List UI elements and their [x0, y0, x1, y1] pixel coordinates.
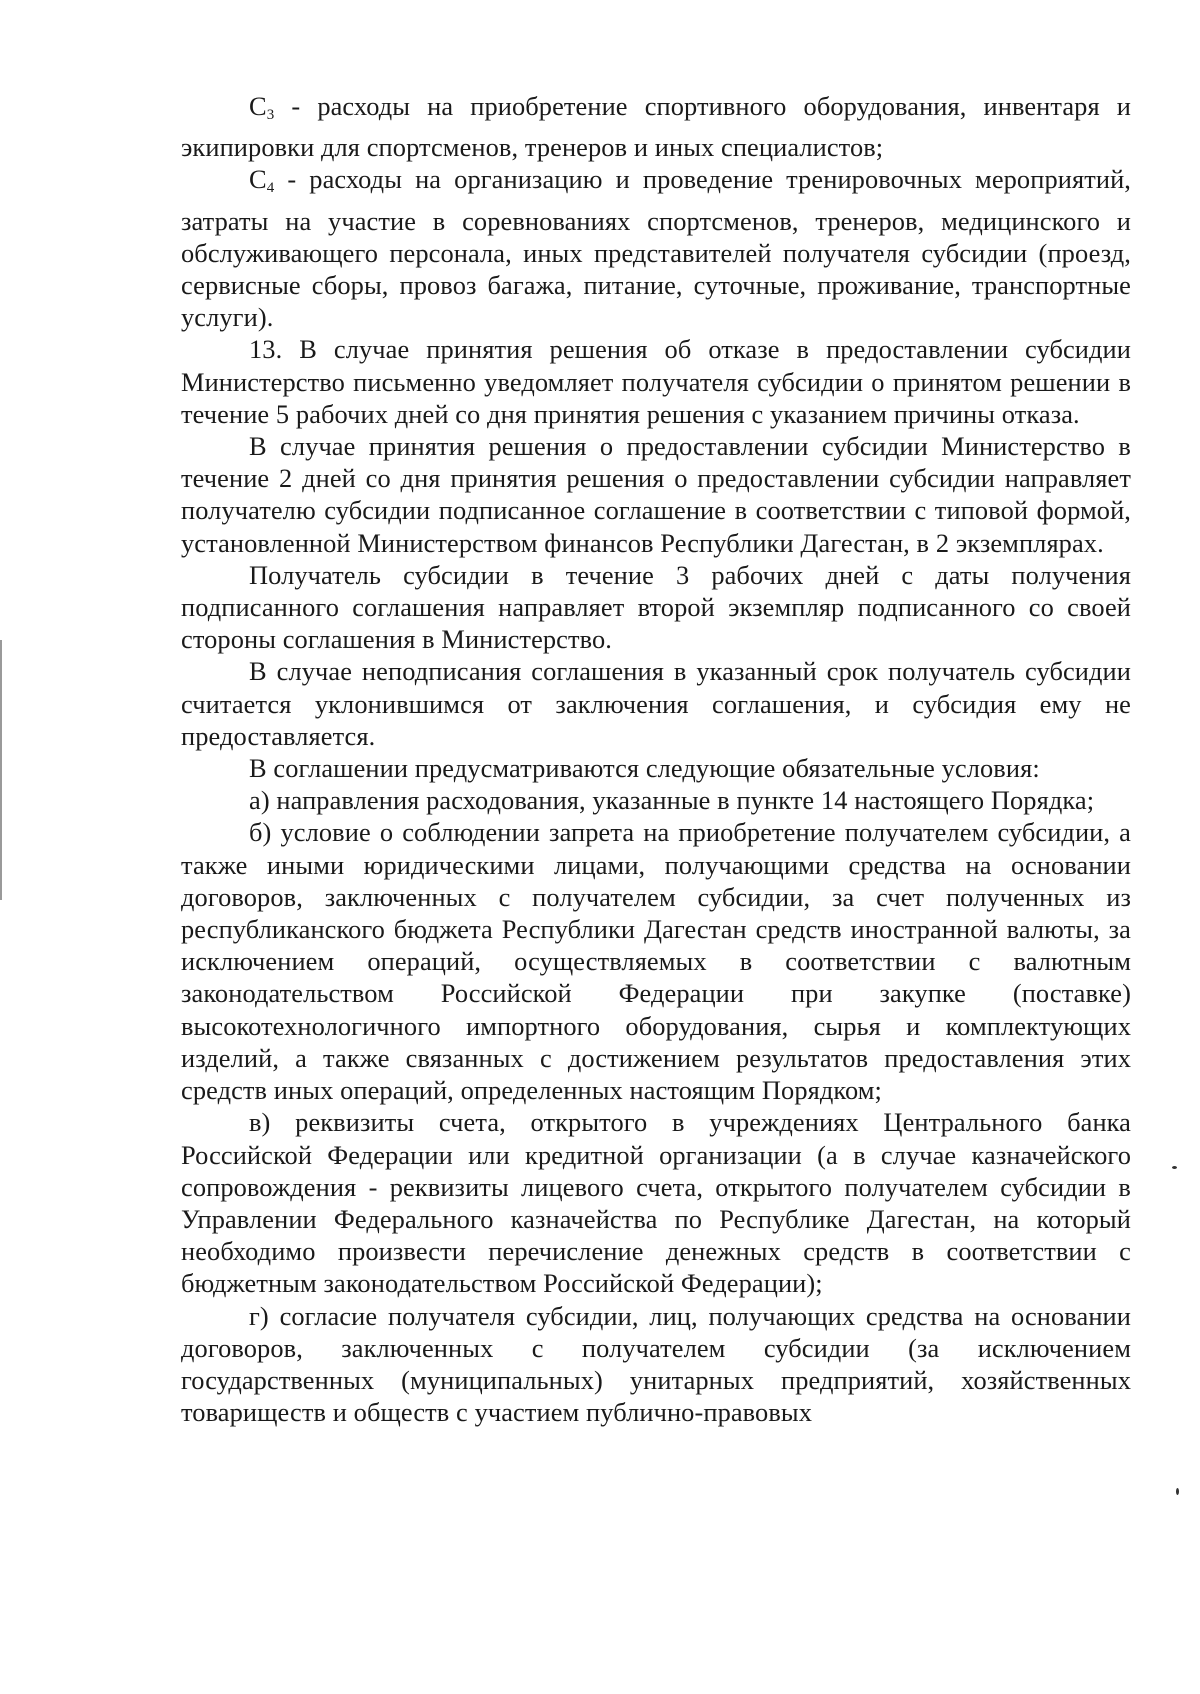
scan-edge-mark	[0, 640, 2, 900]
paragraph-13-unsigned: В случае неподписания соглашения в указанный срок получатель субсидии считается уклонившимся от заключения соглашения, и субсидия ему не предоставляется.	[181, 656, 1131, 751]
paragraph-c3	[181, 90, 1131, 163]
paragraph-text: - расходы на приобретение спортивного оборудования, инвентаря и экипировки для спортсменов, тренеров и иных специалистов;	[181, 91, 1131, 163]
paragraph-13: 13. В случае принятия решения об отказе в предоставлении субсидии Министерство письменно уведомляет получателя субсидии о принятом решении в течение 5 рабочих дней со дня принятия решения с указанием причины отказа.	[181, 334, 1131, 429]
paragraph-text: - расходы на организацию и проведение тренировочных мероприятий, затраты на участие в соревнованиях спортсменов, тренеров, медицинского и обслуживающего персонала, иных представителей получателя субсидии (проезд, сервисные сборы, провоз багажа, питание, суточные, проживание, транспортные услуги).	[181, 164, 1131, 333]
formula-symbol: С	[249, 164, 267, 195]
formula-subscript: 4	[266, 180, 275, 197]
formula-symbol: С	[249, 91, 267, 121]
document-page	[181, 90, 1131, 1428]
paragraph-13-recipient: Получатель субсидии в течение 3 рабочих дней с даты получения подписанного соглашения направляет второй экземпляр подписанного со своей стороны соглашения в Министерство.	[181, 559, 1131, 655]
scan-speck	[1172, 1166, 1177, 1169]
paragraph-13-decision: В случае принятия решения о предоставлении субсидии Министерство в течение 2 дней со дня принятия решения о предоставлении субсидии направляет получателю субсидии подписанное соглашение в соответствии с типовой формой, установленной Министерством финансов Республики Дагестан, в 2 экземплярах.	[181, 431, 1131, 558]
paragraph-c4	[181, 163, 1131, 333]
paragraph-13-conditions: В соглашении предусматриваются следующие обязательные условия:	[249, 753, 1040, 784]
formula-subscript: 3	[266, 107, 275, 123]
list-item-a: а) направления расходования, указанные в пункте 14 настоящего Порядка;	[249, 785, 1095, 816]
list-item-b: б) условие о соблюдении запрета на приобретение получателем субсидии, а также иными юридическими лицами, получающими средства на основании договоров, заключенных с получателем субсидии, за счет полученных из республиканского бюджета Республики Дагестан средств иностранной валюты, за исключением операций, осуществляемых в соответствии с валютным законодательством Российской Федерации при закупке (поставке) высокотехнологичного импортного оборудования, сырья и комплектующих изделий, а также связанных с достижением результатов предоставления этих средств иных операций, определенных настоящим Порядком;	[181, 817, 1131, 1106]
list-item-v: в) реквизиты счета, открытого в учреждениях Центрального банка Российской Федерации или кредитной организации (а в случае казначейского сопровождения - реквизиты лицевого счета, открытого получателем субсидии в Управлении Федерального казначейства по Республике Дагестан, на который необходимо произвести перечисление денежных средств в соответствии с бюджетным законодательством Российской Федерации);	[181, 1107, 1131, 1299]
list-item-g: г) согласие получателя субсидии, лиц, получающих средства на основании договоров, заключенных с получателем субсидии (за исключением государственных (муниципальных) унитарных предприятий, хозяйственных товариществ и обществ с участием публично-правовых	[181, 1300, 1131, 1428]
scan-speck	[1176, 1488, 1179, 1495]
